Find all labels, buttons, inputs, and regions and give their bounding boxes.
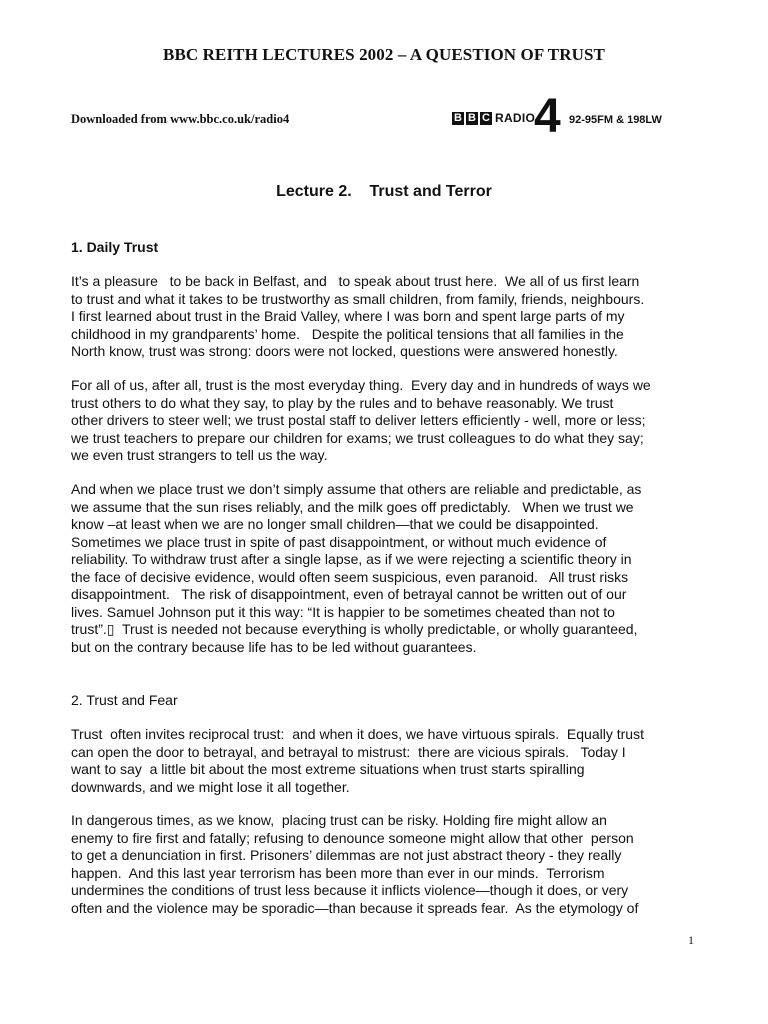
text-line: trust others to do what they say, to play by the rules and to behave reasonably. We trust <box>71 394 614 411</box>
text-line: In dangerous times, as we know, placing trust can be risky. Holding fire might allow an <box>71 812 607 828</box>
bbc-radio-4-logo <box>452 90 672 143</box>
bbc-logo-letter: C <box>480 112 492 125</box>
text-line: know –at least when we are no longer small children—that we could be disappointed. <box>71 516 599 532</box>
text-line: often and the violence may be sporadic—than because it spreads fear. As the etymology of <box>71 899 639 916</box>
text-line: And when we place trust we don’t simply assume that others are reliable and predictable, as <box>71 481 642 497</box>
text-line: undermines the conditions of trust less because it inflicts violence—though it does, or very <box>71 882 629 898</box>
text-line: happen. And this last year terrorism has been more than ever in our minds. Terrorism <box>71 864 605 881</box>
radio-4-numeral: 4 <box>534 90 561 143</box>
frequency-label: 92-95FM & 198LW <box>569 114 662 126</box>
download-source: Downloaded from www.bbc.co.uk/radio4 <box>71 112 290 126</box>
text-line: disappointment. The risk of disappointment, even of betrayal cannot be written out of our <box>71 586 627 602</box>
text-line: we trust teachers to prepare our children for exams; we trust colleagues to do what they say; <box>71 429 644 446</box>
text-line: the face of decisive evidence, would often seem suspicious, even paranoid. All trust risks <box>71 568 629 585</box>
text-line: we assume that the sun rises reliably, and the milk goes off predictably. When we trust we <box>71 498 634 515</box>
text-line: childhood in my grandparents’ home. Despite the political tensions that all families in the <box>71 325 624 342</box>
text-line: other drivers to steer well; we trust postal staff to deliver letters efficiently - well, more or less; <box>71 412 646 428</box>
text-line: reliability. To withdraw trust after a single lapse, as if we were rejecting a scientific theory in <box>71 551 632 567</box>
text-line: to trust and what it takes to be trustworthy as small children, from family, friends, neighbours. <box>71 290 645 307</box>
radio-label: RADIO <box>495 111 536 125</box>
paragraph <box>71 377 711 465</box>
text-line: enemy to fire first and fatally; refusing to denounce someone might allow that other person <box>71 829 634 846</box>
paragraph <box>71 812 711 917</box>
paragraph <box>71 481 711 656</box>
text-line: Trust often invites reciprocal trust: and when it does, we have virtuous spirals. Equally trust <box>71 726 644 742</box>
text-line: I first learned about trust in the Braid Valley, where I was born and spent large parts of my <box>71 308 625 324</box>
lecture-title: Lecture 2. Trust and Terror <box>276 183 492 200</box>
text-line: It’s a pleasure to be back in Belfast, and to speak about trust here. We all of us first learn <box>71 273 640 289</box>
text-line: For all of us, after all, trust is the most everyday thing. Every day and in hundreds of ways we <box>71 377 651 393</box>
text-line: Sometimes we place trust in spite of past disappointment, or without much evidence of <box>71 533 607 550</box>
paragraph <box>71 726 711 796</box>
bbc-logo-letter: B <box>466 112 478 125</box>
series-title: BBC REITH LECTURES 2002 – A QUESTION OF TRUST <box>163 45 605 64</box>
section-heading-daily-trust: 1. Daily Trust <box>71 239 159 255</box>
text-line: but on the contrary because life has to be led without guarantees. <box>71 638 477 655</box>
text-line: we even trust strangers to tell us the way. <box>71 447 328 463</box>
text-line: want to say a little bit about the most extreme situations when trust starts spiralling <box>71 761 585 777</box>
text-line: trust”.▯ Trust is needed not because everything is wholly predictable, or wholly guaranteed, <box>71 621 638 637</box>
text-line: can open the door to betrayal, and betrayal to mistrust: there are vicious spirals. Today I <box>71 743 626 760</box>
text-line: downwards, and we might lose it all together. <box>71 778 350 795</box>
bbc-logo-letter: B <box>452 112 464 125</box>
text-line: lives. Samuel Johnson put it this way: “It is happier to be sometimes cheated than not to <box>71 603 615 620</box>
text-line: to get a denunciation in first. Prisoners’ dilemmas are not just abstract theory - they really <box>71 847 622 863</box>
section-heading-trust-and-fear: 2. Trust and Fear <box>71 692 178 708</box>
text-line: North know, trust was strong: doors were not locked, questions were answered honestly. <box>71 343 618 359</box>
paragraph <box>71 273 711 361</box>
page-number: 1 <box>688 933 694 947</box>
